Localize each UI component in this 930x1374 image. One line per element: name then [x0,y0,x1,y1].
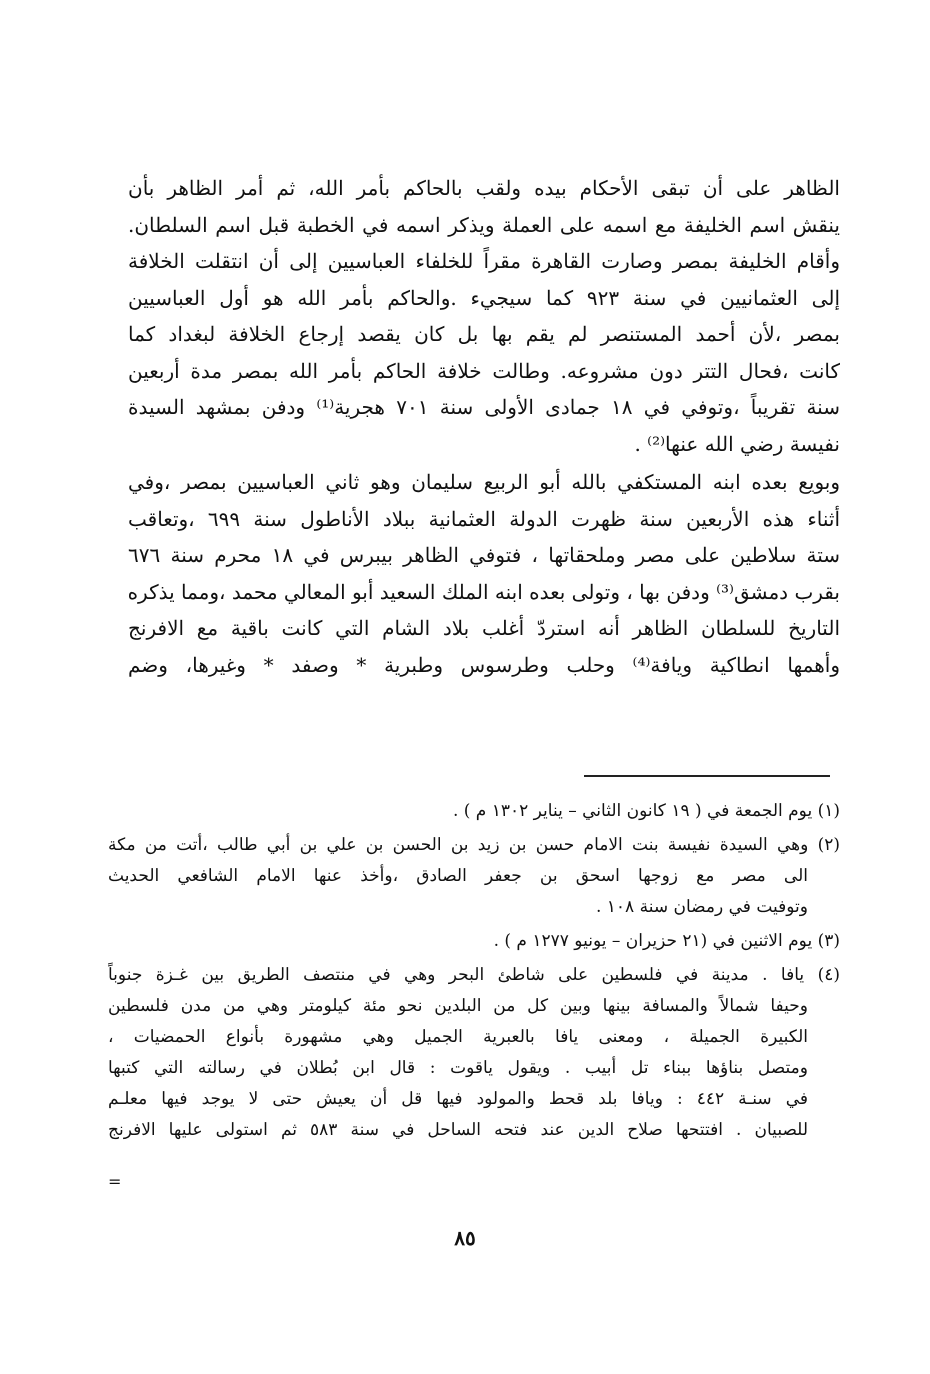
text-line: إلى العثمانيين في سنة ٩٢٣ كما سيجيء .والحاكم بأمر الله هو أول العباسيين [128,285,840,310]
text-line: الظاهر على أن تبقى الأحكام بيده ولقب بالحاكم بأمر الله، ثم أمر الظاهر بأن [128,176,840,200]
text-line: كانت ،فحال التتر دون مشروعه. وطالت خلافة الحاكم بأمر الله بمصر مدة أربعين [128,358,840,383]
text-line: سنة تقريباً ،وتوفي في ١٨ جمادى الأولى سنة ٧٠١ هجرية⁽¹⁾ ودفن بمشهد السيدة [128,395,840,419]
footnote-line: للصبيان . افتتحها صلاح الدين عند فتحه الساحل في سنة ٥٨٣ ثم استولى عليها الافرنج [108,1120,808,1140]
text-line: وأهمها انطاكية ويافة⁽⁴⁾ وحلب وطرسوس وطبرية * وصفد * وغيرها، وضم [128,652,840,677]
footnote-line: (٢) وهي السيدة نفيسة بنت الامام حسن بن زيد بن الحسن بن علي بن أبي طالب ،أتت من مكة [108,835,840,855]
footnote-line: (١) يوم الجمعة في ( ١٩ كانون الثاني – يناير ١٣٠٢ م ) . [452,801,840,821]
footnote-line: ومتصل بناؤها ببناء تل أبيب . ويقول ياقوت : قال ابن بُطلان في رسالته التي كتبها [108,1058,808,1078]
footnote [108,796,840,827]
footnote [108,960,840,1146]
footnote-line: وتوفيت في رمضان سنة ١٠٨ . [595,897,808,917]
text-line: وبويع بعده ابنه المستكفي بالله أبو الربيع سليمان وهو ثاني العباسيين بمصر ،وفي [128,470,840,494]
text-line: بمصر ،لأن أحمد المستنصر لم يقم بها بل كان يقصد إرجاع الخلافة لبغداد كما [128,322,840,346]
text-line: التاريخ للسلطان الظاهر أنه استردّ أغلب بلاد الشام التي كانت باقية مع الافرنج [128,616,840,640]
footnote-line: الى مصر مع زوجها اسحق بن جعفر الصادق ،وأخذ عنها الامام الشافعي الحديث [108,866,808,886]
text-line: وأقام الخليفة بمصر وصارت القاهرة مقراً للخلفاء العباسيين إلى أن انتقلت الخلافة [128,249,840,273]
paragraph [128,464,840,683]
footnote-line: وحيفا شمالاً والمسافة بينها وبين كل من البلدين نحو مئة كيلومتر وهي من مدن فلسطين [108,996,808,1016]
text-line: ينقش اسم الخليفة مع اسمه على العملة ويذكر اسمه في الخطبة قبل اسم السلطان. [128,212,840,237]
main-text [128,170,840,683]
text-line: ستة سلاطين على مصر وملحقاتها ، فتوفي الظاهر بيبرس في ١٨ محرم سنة ٦٧٦ [128,543,840,567]
footnote [108,926,840,957]
footnote-separator [584,775,830,777]
text-line: نفيسة رضي الله عنها⁽²⁾ . [634,431,840,456]
footnote [108,830,840,923]
footnotes [108,796,840,1149]
continuation-mark: = [108,1172,122,1191]
text-line: بقرب دمشق⁽³⁾ ودفن بها ، وتولى بعده ابنه الملك السعيد أبو المعالي محمد ،ومما يذكره [128,579,840,604]
paragraph [128,170,840,462]
footnote-line: (٣) يوم الاثنين في (٢١ حزيران – يونيو ١٢٧٧ م ) . [493,931,840,951]
footnote-line: (٤) يافا . مدينة في فلسطين على شاطئ البحر وهي في منتصف الطريق بين غـزة جنوباً [108,965,840,985]
text-line: أثناء هذه الأربعين سنة ظهرت الدولة العثمانية ببلاد الأناطول سنة ٦٩٩ ،وتعاقب [128,506,840,531]
footnote-line: الكبيرة الجميلة ، ومعنى يافا بالعبرية الجميل وهي مشهورة بأنواع الحمضيات ، [108,1027,808,1047]
page-number: ٨٥ [454,1226,476,1250]
footnote-line: في سنـة ٤٤٢ : ويافا بلد قحط والمولود فيها قل أن يعيش حتى لا يوجد فيها معلـم [108,1089,808,1109]
